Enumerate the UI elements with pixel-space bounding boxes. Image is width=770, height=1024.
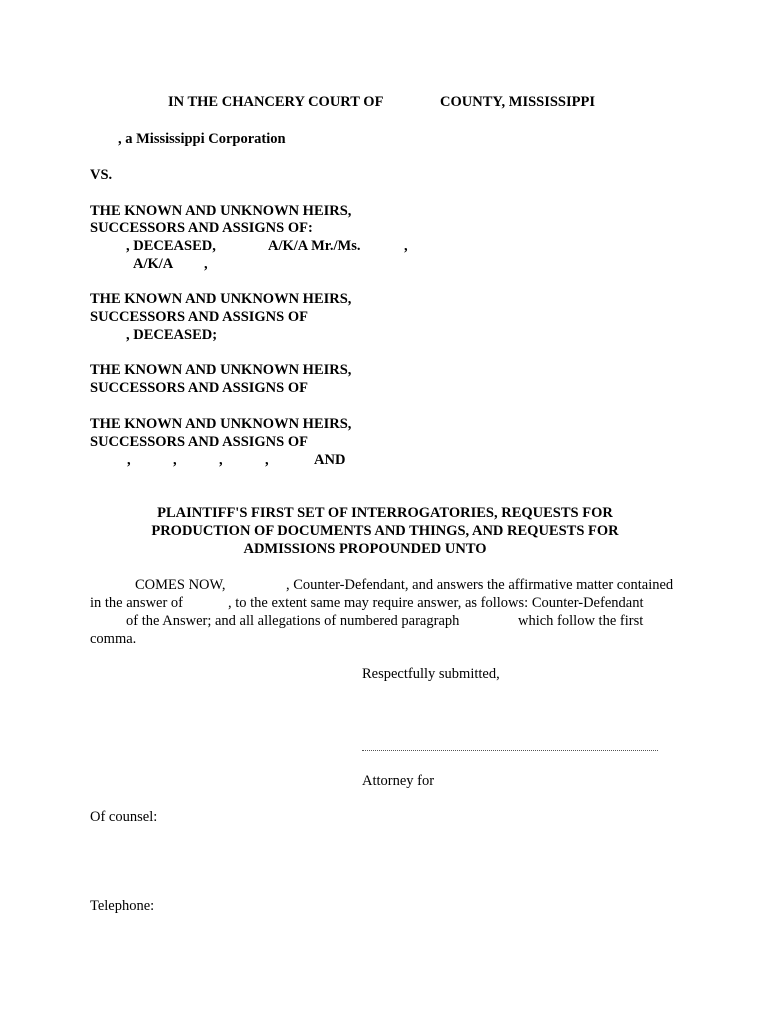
body-line1-end: , Counter-Defendant, and answers the affirmative matter contained bbox=[286, 577, 674, 593]
defendant-group4-comma2: , bbox=[173, 452, 177, 468]
defendant-group2-line1: THE KNOWN AND UNKNOWN HEIRS, bbox=[90, 291, 352, 307]
defendant-group4-comma3: , bbox=[219, 452, 223, 468]
attorney-for-label: Attorney for bbox=[362, 773, 435, 789]
defendant-group1-aka: A/K/A Mr./Ms. bbox=[268, 238, 361, 254]
defendant-group1-aka2: A/K/A bbox=[133, 256, 174, 272]
defendant-group1-line2: SUCCESSORS AND ASSIGNS OF: bbox=[90, 220, 313, 236]
defendant-group1-deceased: , DECEASED, bbox=[126, 238, 216, 254]
court-heading-left: IN THE CHANCERY COURT OF bbox=[168, 94, 384, 110]
document-title-line1: PLAINTIFF'S FIRST SET OF INTERROGATORIES, REQUESTS FOR bbox=[157, 505, 613, 521]
plaintiff-line: , a Mississippi Corporation bbox=[118, 131, 286, 147]
defendant-group1-comma: , bbox=[404, 238, 408, 254]
defendant-group4-comma1: , bbox=[127, 452, 131, 468]
defendant-group1-comma2: , bbox=[204, 256, 208, 272]
closing-text: Respectfully submitted, bbox=[362, 666, 500, 682]
body-line2-start: in the answer of bbox=[90, 595, 184, 611]
body-line3-end: which follow the first bbox=[518, 613, 644, 629]
signature-line bbox=[362, 750, 658, 751]
court-heading-right: COUNTY, MISSISSIPPI bbox=[440, 94, 595, 110]
defendant-group4-line1: THE KNOWN AND UNKNOWN HEIRS, bbox=[90, 416, 352, 432]
defendant-group2-line2: SUCCESSORS AND ASSIGNS OF bbox=[90, 309, 308, 325]
defendant-group4-and: AND bbox=[314, 452, 346, 468]
body-line1-start: COMES NOW, bbox=[135, 577, 226, 593]
body-line3-start: of the Answer; and all allegations of numbered paragraph bbox=[126, 613, 460, 629]
document-title-line2: PRODUCTION OF DOCUMENTS AND THINGS, AND REQUESTS FOR bbox=[151, 523, 619, 539]
defendant-group3-line2: SUCCESSORS AND ASSIGNS OF bbox=[90, 380, 308, 396]
body-line4: comma. bbox=[90, 631, 137, 647]
document-title-line3: ADMISSIONS PROPOUNDED UNTO bbox=[243, 541, 487, 557]
defendant-group4-comma4: , bbox=[265, 452, 269, 468]
telephone-label: Telephone: bbox=[90, 898, 155, 914]
defendant-group1-line1: THE KNOWN AND UNKNOWN HEIRS, bbox=[90, 203, 352, 219]
body-line2-end: , to the extent same may require answer, as follows: Counter-Defendant bbox=[228, 595, 644, 611]
defendant-group2-deceased: , DECEASED; bbox=[126, 327, 218, 343]
of-counsel-label: Of counsel: bbox=[90, 809, 158, 825]
defendant-group3-line1: THE KNOWN AND UNKNOWN HEIRS, bbox=[90, 362, 352, 378]
versus-label: VS. bbox=[90, 167, 113, 183]
defendant-group4-line2: SUCCESSORS AND ASSIGNS OF bbox=[90, 434, 308, 450]
